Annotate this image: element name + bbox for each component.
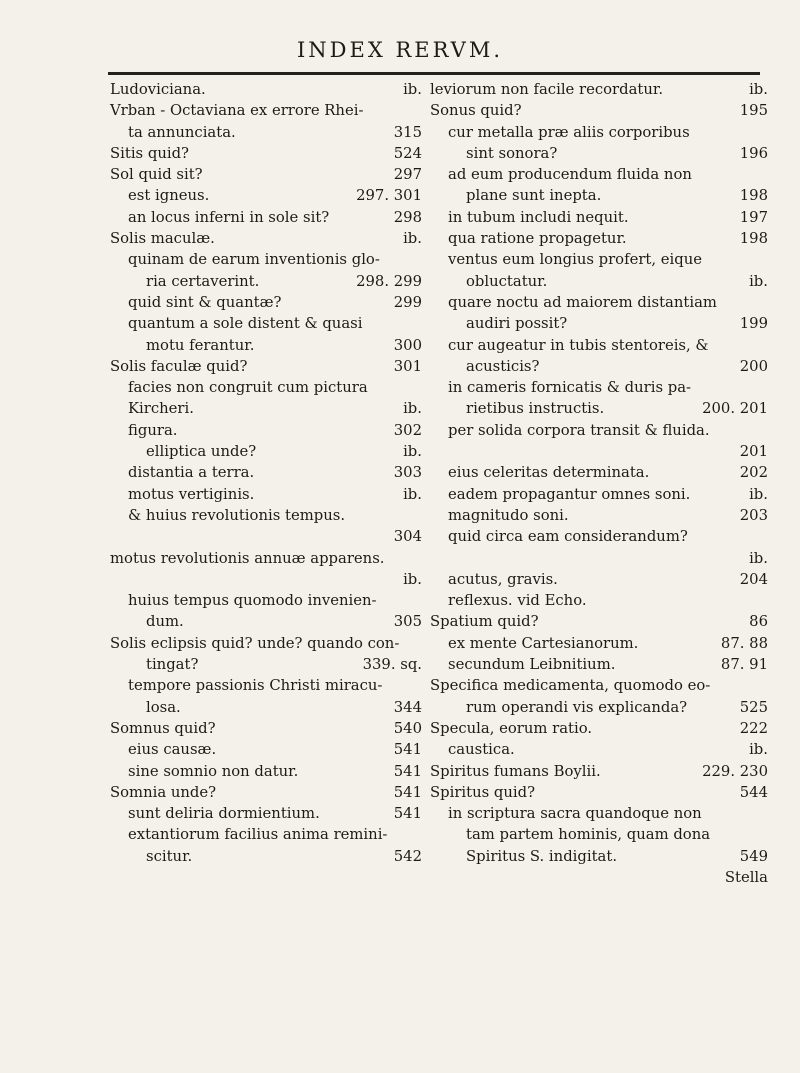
entry-text: extantiorum facilius anima remini- [128,826,388,844]
index-entry [110,718,422,739]
entry-text: motu ferantur. [146,336,255,354]
entry-text: quid sint & quantæ? [128,293,282,311]
entry-text: magnitudo soni. [448,506,569,524]
entry-text: Sitis quid? [110,144,189,162]
entry-page-ref: ib. [749,549,768,567]
index-entry [430,79,768,100]
index-entry [110,143,422,164]
entry-page-ref: 297 [393,166,422,184]
entry-page-ref: 197 [739,208,768,226]
index-entry [430,611,768,632]
index-entry [430,718,768,739]
entry-text: est igneus. [128,187,210,205]
entry-page-ref: 541 [393,783,422,801]
entry-page-ref: ib. [403,81,422,98]
index-entry [430,526,768,547]
index-entry [430,590,768,611]
entry-text: acusticis? [466,357,540,375]
index-entry [110,313,422,334]
index-entry [110,377,422,398]
index-entry [430,185,768,206]
entry-text: secundum Leibnitium. [448,656,616,674]
entry-page-ref: 202 [739,464,768,482]
index-entry [110,803,422,824]
index-entry [430,164,768,185]
index-entry [110,228,422,249]
entry-page-ref: 302 [393,421,422,439]
entry-page-ref: 300 [393,336,422,354]
entry-page-ref: ib. [749,485,768,503]
entry-text: distantia a terra. [128,464,255,482]
index-entry [110,569,422,590]
entry-page-ref: 544 [739,783,768,801]
entry-page-ref: 201 [739,443,768,461]
index-entry [430,633,768,654]
entry-text: caustica. [448,741,515,759]
index-entry [110,739,422,760]
entry-text: huius tempus quomodo invenien- [128,592,377,610]
index-entry [110,207,422,228]
entry-text: dum. [146,613,184,631]
entry-text: Sonus quid? [430,102,522,120]
entry-text: & huius revolutionis tempus. [128,506,346,524]
index-entry [430,122,768,143]
entry-text: tingat? [146,656,199,674]
index-entry [110,824,422,845]
entry-page-ref: 200. 201 [702,400,768,418]
index-entry [430,548,768,569]
entry-page-ref: ib. [403,230,422,248]
index-entry [430,846,768,867]
entry-page-ref: ib. [403,400,422,418]
entry-text: losa. [146,698,181,716]
entry-text: ria certaverint. [146,272,260,290]
entry-text: Vrban - Octaviana ex errore Rhei- [110,102,364,120]
index-entry [110,420,422,441]
entry-text: cur augeatur in tubis stentoreis, & [448,336,709,354]
header-rule [108,72,760,75]
entry-text: rietibus instructis. [466,400,605,418]
entry-page-ref: Stella [724,868,768,886]
index-entry [110,398,422,419]
entry-text: plane sunt inepta. [466,187,602,205]
index-entry [430,398,768,419]
entry-page-ref: 297. 301 [356,187,422,205]
index-entry [430,249,768,270]
entry-page-ref: 304 [393,528,422,546]
entry-page-ref: 540 [393,719,422,737]
entry-page-ref: 344 [393,698,422,716]
entry-text: eius causæ. [128,741,217,759]
entry-page-ref: ib. [403,443,422,461]
index-entry [430,356,768,377]
entry-text: figura. [128,421,178,439]
index-entry [430,761,768,782]
entry-page-ref: 200 [739,357,768,375]
entry-text: tempore passionis Christi miracu- [128,677,383,695]
index-entry [110,697,422,718]
entry-text: Somnia unde? [110,783,217,801]
index-entry [110,249,422,270]
index-entry [430,867,768,888]
index-entry [110,122,422,143]
index-entry [430,143,768,164]
entry-page-ref: 524 [393,144,422,162]
entry-page-ref: 525 [739,698,768,716]
index-entry [110,505,422,526]
entry-text: an locus inferni in sole sit? [128,208,330,226]
entry-text: ta annunciata. [128,123,236,141]
entry-page-ref: ib. [749,272,768,290]
entry-page-ref: 542 [393,847,422,865]
entry-text: Spiritus S. indigitat. [466,847,618,865]
entry-text: acutus, gravis. [448,570,558,588]
entry-page-ref: 541 [393,762,422,780]
entry-page-ref: ib. [749,81,768,98]
index-entry [430,803,768,824]
entry-text: Spatium quid? [430,613,539,631]
entry-page-ref: 199 [739,315,768,333]
index-entry [430,335,768,356]
index-entry [430,207,768,228]
entry-page-ref: 198 [739,230,768,248]
entry-text: in scriptura sacra quandoque non [448,805,702,823]
entry-text: ventus eum longius profert, eique [448,251,703,269]
index-entry [110,79,422,100]
entry-text: audiri possit? [466,315,568,333]
right-column [430,79,768,888]
entry-text: tam partem hominis, quam dona [466,826,711,844]
entry-text: eadem propagantur omnes soni. [448,485,691,503]
entry-page-ref: 549 [739,847,768,865]
entry-text: sint sonora? [466,144,558,162]
entry-text: cur metalla præ aliis corporibus [448,123,690,141]
entry-page-ref: 541 [393,741,422,759]
entry-page-ref: 203 [739,506,768,524]
entry-page-ref: ib. [403,570,422,588]
entry-text: Kircheri. [128,400,194,418]
index-entry [110,484,422,505]
index-entry [430,824,768,845]
index-entry [110,462,422,483]
entry-text: ex mente Cartesianorum. [448,634,639,652]
index-entry [110,590,422,611]
entry-page-ref: 86 [749,613,768,631]
entry-text: motus revolutionis annuæ apparens. [110,549,385,567]
entry-page-ref: 299 [393,293,422,311]
entry-page-ref: 298 [393,208,422,226]
index-entry [430,697,768,718]
entry-text: obluctatur. [466,272,548,290]
index-entry [110,782,422,803]
entry-page-ref: 315 [393,123,422,141]
index-entry [110,185,422,206]
index-entry [110,633,422,654]
index-entry [110,356,422,377]
entry-page-ref: 298. 299 [356,272,422,290]
entry-page-ref: 87. 91 [720,656,768,674]
entry-page-ref: ib. [403,485,422,503]
index-entry [430,675,768,696]
entry-text: sunt deliria dormientium. [128,805,320,823]
left-column [110,79,422,867]
index-entry [430,420,768,441]
entry-page-ref: 198 [739,187,768,205]
index-entry [110,675,422,696]
index-entry [110,292,422,313]
entry-page-ref: 222 [739,719,768,737]
index-entry [430,462,768,483]
entry-page-ref: 229. 230 [702,762,768,780]
entry-text: Solis faculæ quid? [110,357,248,375]
entry-text: motus vertiginis. [128,485,255,503]
index-entry [430,569,768,590]
entry-text: quinam de earum inventionis glo- [128,251,380,269]
index-entry [430,313,768,334]
entry-text: Sol quid sit? [110,166,203,184]
entry-text: quare noctu ad maiorem distantiam [448,293,717,311]
index-entry [430,377,768,398]
index-entry [110,654,422,675]
entry-text: in tubum includi nequit. [448,208,629,226]
entry-text: ad eum producendum fluida non [448,166,692,184]
entry-page-ref: 339. sq. [362,656,422,674]
index-entry [110,761,422,782]
entry-text: per solida corpora transit & fluida. [448,421,710,439]
entry-text: eius celeritas determinata. [448,464,650,482]
index-entry [110,611,422,632]
index-entry [430,271,768,292]
index-entry [110,548,422,569]
entry-text: elliptica unde? [146,443,257,461]
entry-text: reflexus. vid Echo. [448,592,587,610]
entry-page-ref: 87. 88 [720,634,768,652]
index-entry [110,526,422,547]
entry-text: facies non congruit cum pictura [128,379,368,397]
entry-text: Spiritus fumans Boylii. [430,762,601,780]
entry-text: rum operandi vis explicanda? [466,698,688,716]
index-entry [430,654,768,675]
index-entry [430,100,768,121]
entry-text: sine somnio non datur. [128,762,299,780]
index-entry [110,271,422,292]
entry-text: Solis maculæ. [110,230,215,248]
index-entry [430,782,768,803]
index-entry [430,739,768,760]
entry-text: Specifica medicamenta, quomodo eo- [430,677,711,695]
entry-page-ref: 301 [393,357,422,375]
index-entry [430,228,768,249]
index-entry [430,292,768,313]
entry-page-ref: 303 [393,464,422,482]
index-entry [110,100,422,121]
entry-text: qua ratione propagetur. [448,230,627,248]
entry-page-ref: 196 [739,144,768,162]
entry-text: quantum a sole distent & quasi [128,315,363,333]
index-entry [430,441,768,462]
entry-text: quid circa eam considerandum? [448,528,688,546]
entry-text: in cameris fornicatis & duris pa- [448,379,692,397]
entry-page-ref: 541 [393,805,422,823]
page-title: INDEX RERVM. [296,38,503,62]
index-entry [110,441,422,462]
entry-text: Somnus quid? [110,719,216,737]
entry-page-ref: 204 [739,570,768,588]
entry-text: scitur. [146,847,193,865]
index-entry [110,335,422,356]
entry-text: Solis eclipsis quid? unde? quando con- [110,634,400,652]
entry-text: Specula, eorum ratio. [430,719,593,737]
index-entry [110,164,422,185]
entry-page-ref: ib. [749,741,768,759]
entry-text: leviorum non facile recordatur. [430,81,664,98]
entry-text: Ludoviciana. [110,81,206,98]
entry-page-ref: 305 [393,613,422,631]
entry-text: Spiritus quid? [430,783,536,801]
index-entry [430,505,768,526]
index-entry [110,846,422,867]
index-entry [430,484,768,505]
entry-page-ref: 195 [739,102,768,120]
